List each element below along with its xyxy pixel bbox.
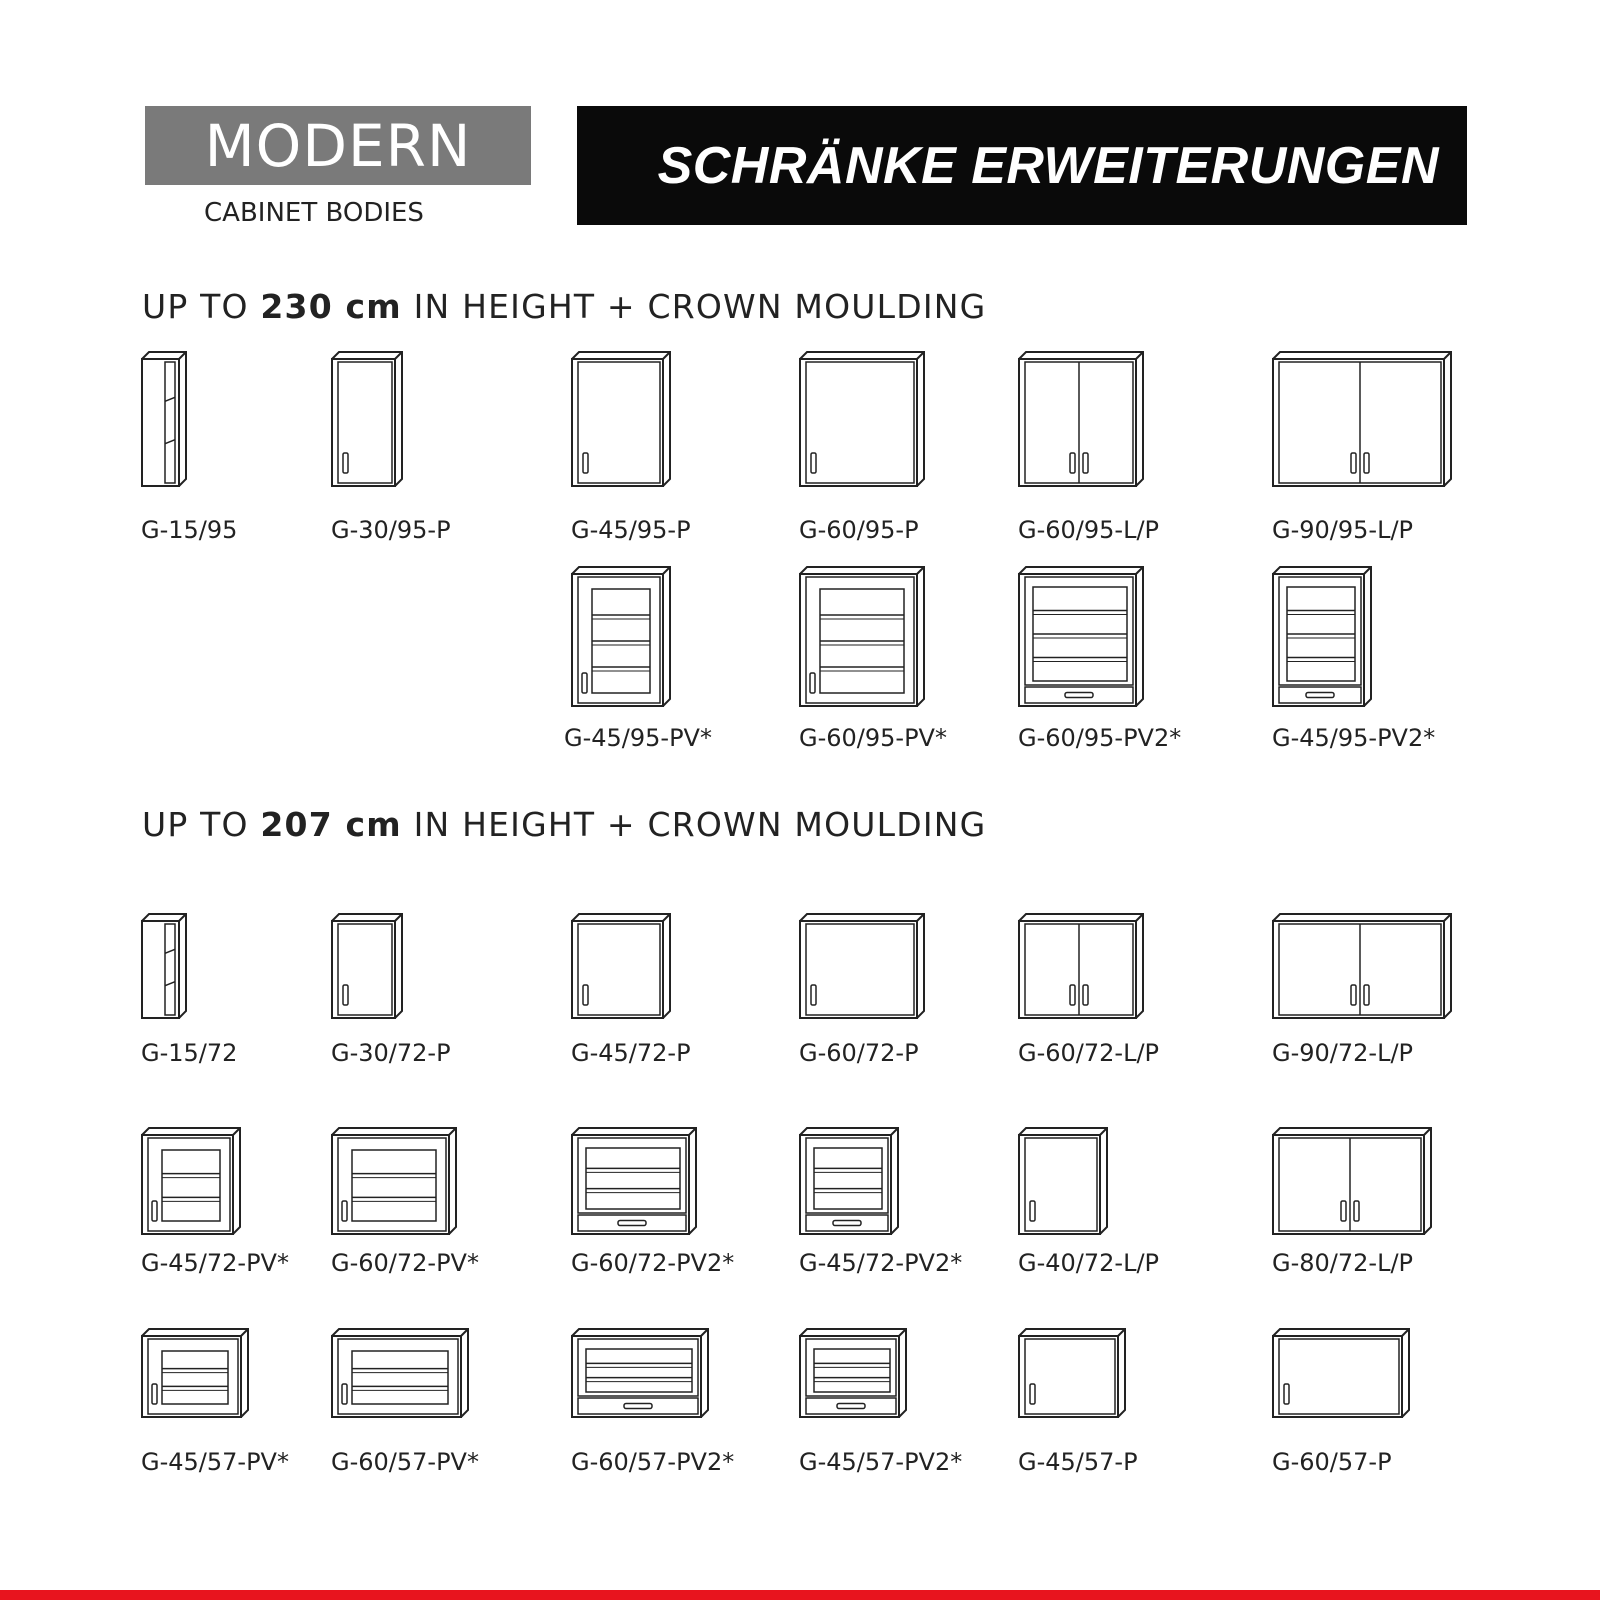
cabinet-drawing — [140, 350, 188, 488]
section-heading-prefix: UP TO — [142, 805, 261, 844]
cabinet-label: G-45/95-PV* — [564, 724, 712, 752]
cabinet-drawing — [140, 912, 188, 1020]
cabinet-drawing — [798, 1327, 908, 1419]
cabinet-label: G-60/57-PV* — [331, 1448, 479, 1476]
cabinet-drawing — [570, 1327, 710, 1419]
cabinet-drawing — [570, 912, 672, 1020]
section-heading-230 — [142, 287, 986, 326]
cabinet-drawing — [570, 1126, 698, 1236]
cabinet-drawing — [330, 350, 404, 488]
header-banner — [577, 106, 1467, 225]
section-heading-207 — [142, 805, 986, 844]
section-heading-height: 207 cm — [260, 805, 402, 844]
cabinet-label: G-60/72-PV2* — [571, 1249, 735, 1277]
cabinet-label: G-60/95-P — [799, 516, 919, 544]
cabinet-label: G-90/95-L/P — [1272, 516, 1414, 544]
section-heading-prefix: UP TO — [142, 287, 261, 326]
cabinet-label: G-40/72-L/P — [1018, 1249, 1160, 1277]
cabinet-label: G-90/72-L/P — [1272, 1039, 1414, 1067]
cabinet-label: G-45/57-PV* — [141, 1448, 289, 1476]
cabinet-label: G-60/95-PV2* — [1018, 724, 1182, 752]
cabinet-label: G-45/57-PV2* — [799, 1448, 963, 1476]
cabinet-drawing — [140, 1126, 242, 1236]
cabinet-drawing — [1017, 1126, 1109, 1236]
cabinet-label: G-60/57-PV2* — [571, 1448, 735, 1476]
cabinet-label: G-45/72-P — [571, 1039, 691, 1067]
cabinet-label: G-30/72-P — [331, 1039, 451, 1067]
cabinet-label: G-45/95-P — [571, 516, 691, 544]
cabinet-label: G-80/72-L/P — [1272, 1249, 1414, 1277]
cabinet-drawing — [570, 565, 672, 708]
cabinet-drawing — [1271, 350, 1453, 488]
cabinet-label: G-30/95-P — [331, 516, 451, 544]
cabinet-label: G-60/95-L/P — [1018, 516, 1160, 544]
cabinet-label: G-45/57-P — [1018, 1448, 1138, 1476]
banner-title: SCHRÄNKE ERWEITERUNGEN — [657, 136, 1439, 195]
cabinet-label: G-60/72-PV* — [331, 1249, 479, 1277]
cabinet-label: G-60/57-P — [1272, 1448, 1392, 1476]
cabinet-label: G-60/72-L/P — [1018, 1039, 1160, 1067]
cabinet-drawing — [798, 565, 926, 708]
cabinet-drawing — [798, 350, 926, 488]
cabinet-label: G-45/72-PV* — [141, 1249, 289, 1277]
cabinet-drawing — [330, 1327, 470, 1419]
section-heading-height: 230 cm — [260, 287, 402, 326]
cabinet-drawing — [570, 350, 672, 488]
brand-logo — [145, 106, 531, 185]
cabinet-label: G-45/95-PV2* — [1272, 724, 1436, 752]
cabinet-label: G-60/95-PV* — [799, 724, 947, 752]
cabinet-drawing — [330, 1126, 458, 1236]
cabinet-drawing — [798, 912, 926, 1020]
cabinet-drawing — [798, 1126, 900, 1236]
cabinet-drawing — [1271, 565, 1373, 708]
cabinet-label: G-60/72-P — [799, 1039, 919, 1067]
cabinet-drawing — [1271, 1126, 1433, 1236]
section-heading-suffix: IN HEIGHT + CROWN MOULDING — [401, 805, 987, 844]
bottom-accent-bar — [0, 1590, 1600, 1600]
cabinet-drawing — [330, 912, 404, 1020]
cabinet-drawing — [1017, 1327, 1127, 1419]
cabinet-drawing — [1271, 912, 1453, 1020]
cabinet-label: G-45/72-PV2* — [799, 1249, 963, 1277]
cabinet-label: G-15/72 — [141, 1039, 238, 1067]
cabinet-drawing — [1017, 912, 1145, 1020]
brand-subtitle: CABINET BODIES — [204, 198, 424, 228]
cabinet-label: G-15/95 — [141, 516, 238, 544]
cabinet-drawing — [1017, 565, 1145, 708]
cabinet-drawing — [1271, 1327, 1411, 1419]
cabinet-drawing — [140, 1327, 250, 1419]
brand-title: MODERN — [204, 111, 472, 180]
cabinet-drawing — [1017, 350, 1145, 488]
section-heading-suffix: IN HEIGHT + CROWN MOULDING — [401, 287, 987, 326]
